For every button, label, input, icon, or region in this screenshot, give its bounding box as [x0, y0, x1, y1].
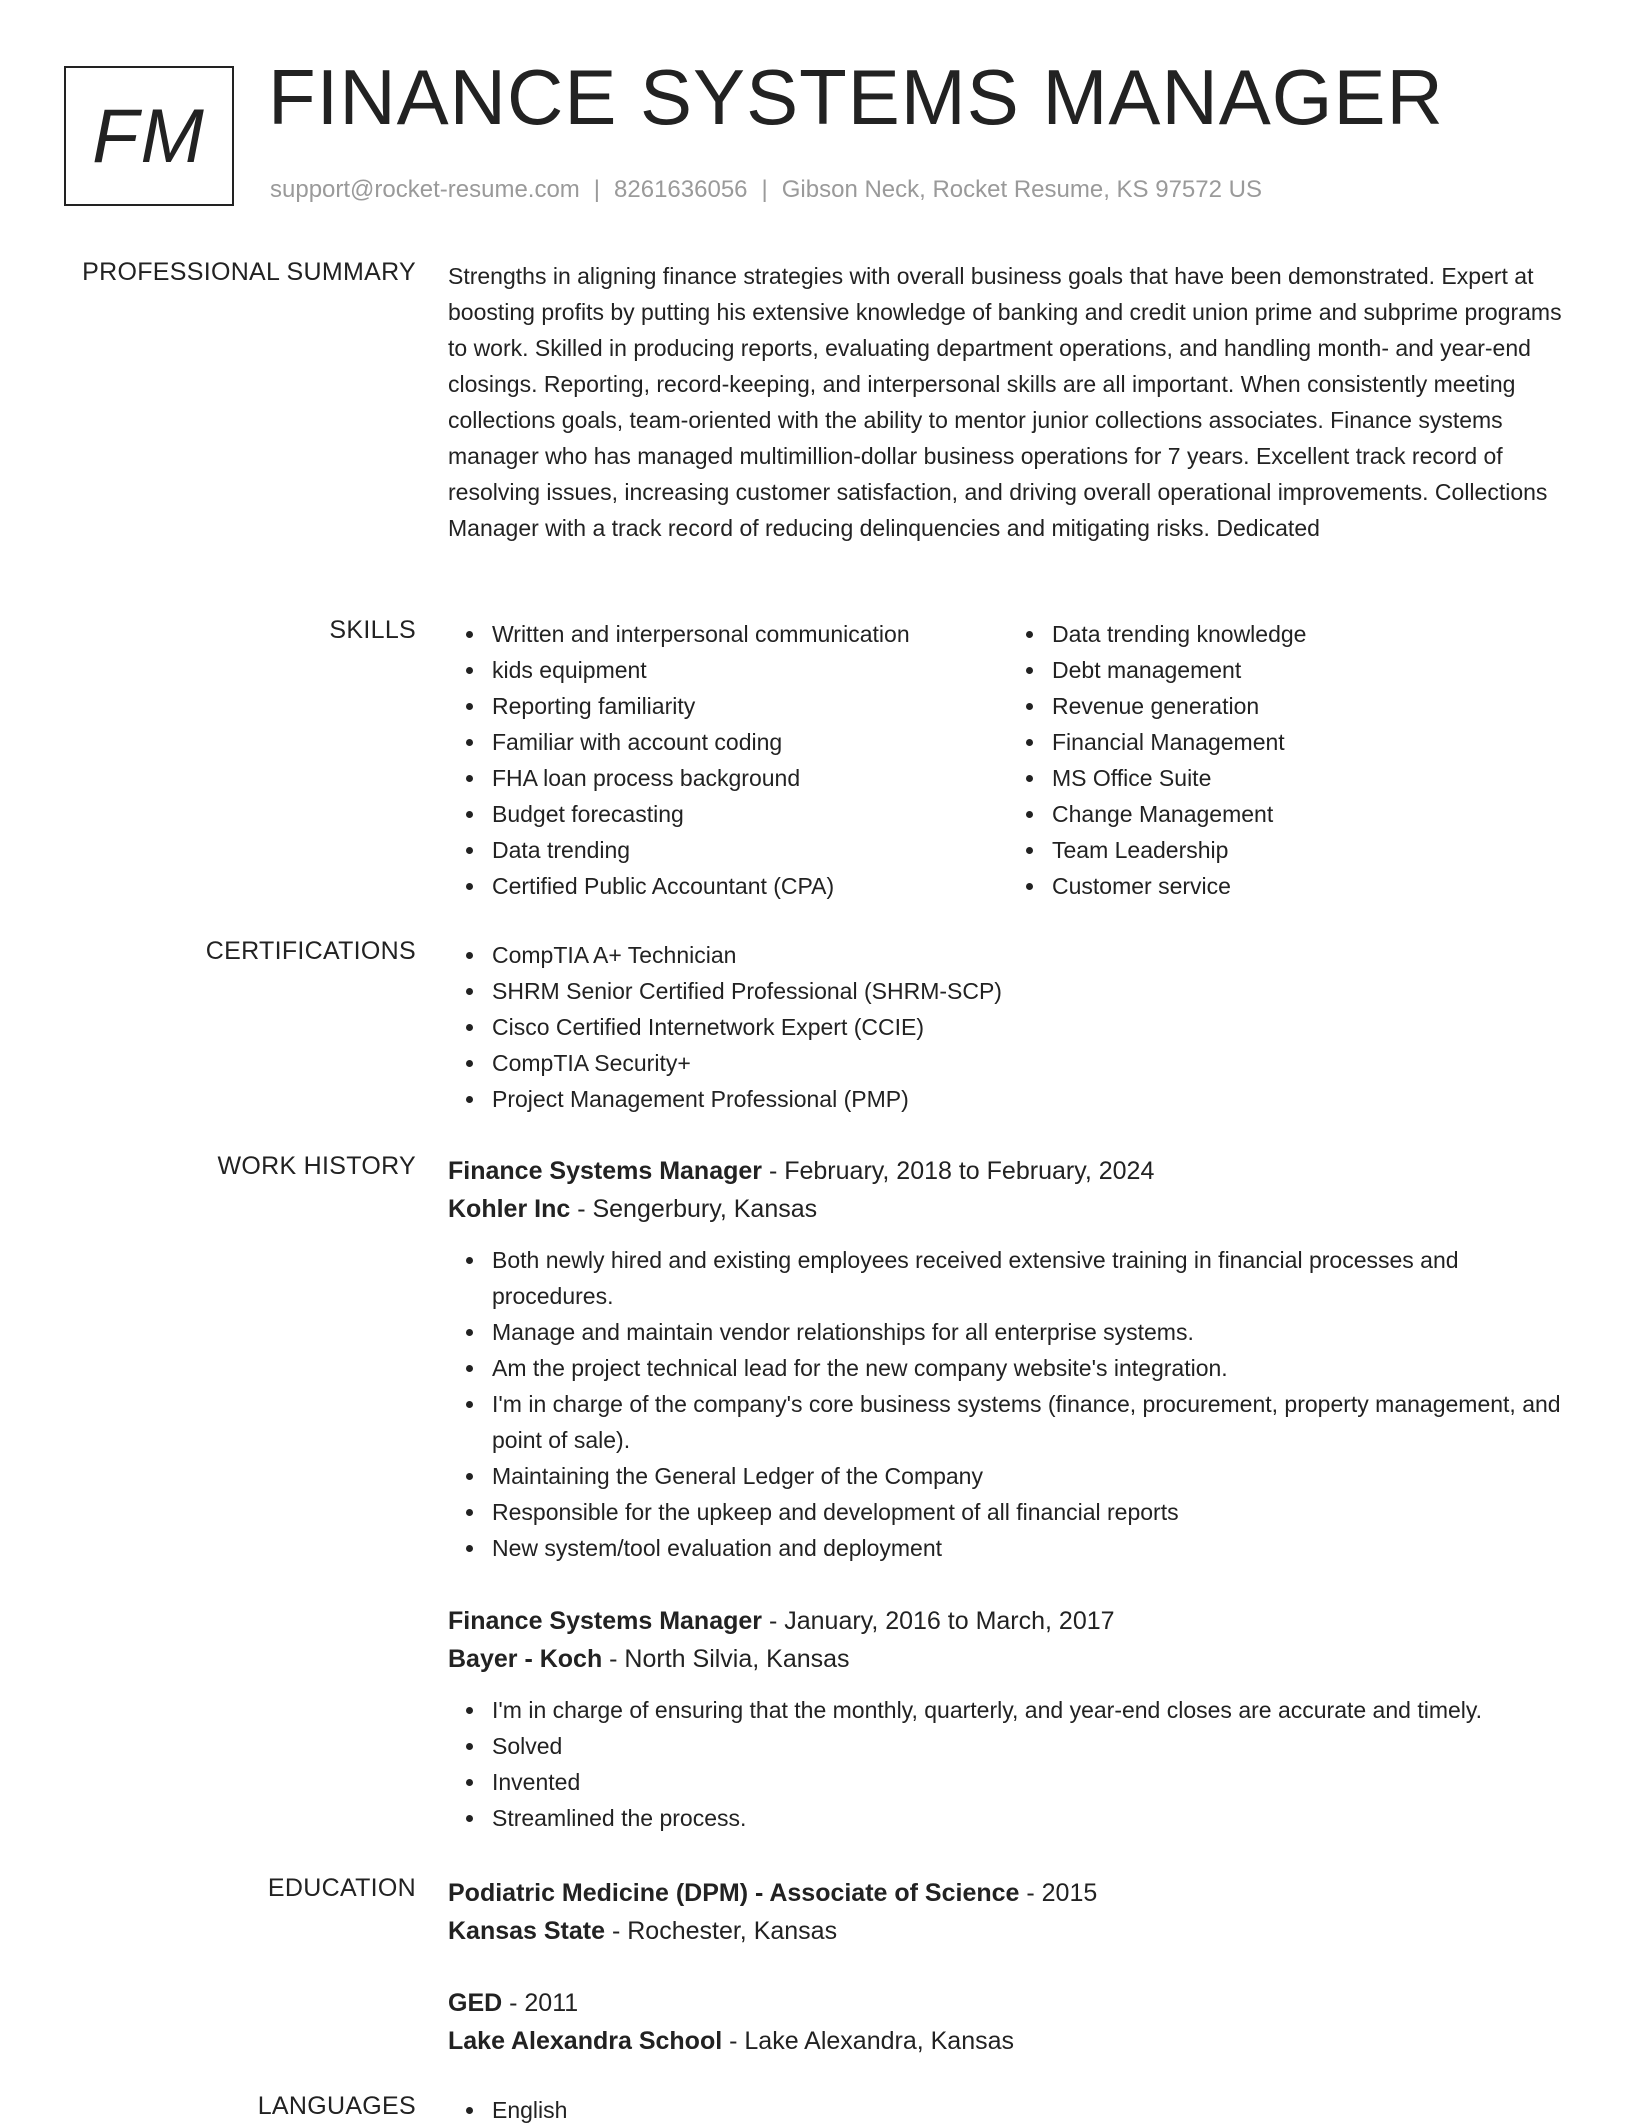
education-location: - Rochester, Kansas — [605, 1917, 838, 1945]
skill-item: Financial Management — [1052, 724, 1568, 760]
section-label-summary: PROFESSIONAL SUMMARY — [82, 258, 416, 286]
education-degree: Podiatric Medicine (DPM) - Associate of Science — [448, 1879, 1020, 1907]
skill-item: Certified Public Accountant (CPA) — [492, 868, 1008, 904]
certifications-list — [448, 937, 1568, 1117]
job-duty: Both newly hired and existing employees received extensive training in financial processes and procedures. — [492, 1242, 1568, 1314]
job-org-line — [448, 1640, 1568, 1678]
education-school: Lake Alexandra School — [448, 2027, 723, 2055]
skill-item: Change Management — [1052, 796, 1568, 832]
skill-item: Debt management — [1052, 652, 1568, 688]
education-degree: GED — [448, 1989, 503, 2017]
education-location: - Lake Alexandra, Kansas — [722, 2027, 1015, 2055]
job-title: Finance Systems Manager — [448, 1157, 763, 1185]
job-duty: Am the project technical lead for the new company website's integration. — [492, 1350, 1568, 1386]
education-school-line — [448, 1912, 1568, 1950]
job-org-line — [448, 1190, 1568, 1228]
job-duties — [448, 1692, 1568, 1836]
education-school: Kansas State — [448, 1917, 606, 1945]
education-entry — [448, 1984, 1568, 2060]
skills-columns — [448, 616, 1568, 904]
certification-item: CompTIA Security+ — [492, 1045, 1568, 1081]
skill-item: FHA loan process background — [492, 760, 1008, 796]
skill-item: Budget forecasting — [492, 796, 1008, 832]
job-duties — [448, 1242, 1568, 1566]
monogram-logo: FM — [64, 66, 234, 206]
section-label-education: EDUCATION — [267, 1874, 416, 1902]
skill-item: Familiar with account coding — [492, 724, 1008, 760]
certification-item: Project Management Professional (PMP) — [492, 1081, 1568, 1117]
certifications-body — [448, 937, 1568, 1117]
job-duty: Responsible for the upkeep and development of all financial reports — [492, 1494, 1568, 1530]
work-body — [448, 1152, 1568, 1872]
education-degree-line — [448, 1984, 1568, 2022]
section-label-languages: LANGUAGES — [257, 2092, 416, 2120]
education-year: - 2011 — [502, 1989, 579, 2017]
skill-item: kids equipment — [492, 652, 1008, 688]
skill-item: Team Leadership — [1052, 832, 1568, 868]
summary-text: Strengths in aligning finance strategies with overall business goals that have been demonstrated. Expert at boosting profits by putting his extensive knowledge of banking and credit union prime and subprime programs to work. Skilled in producing reports, evaluating department operations, and handling month- and year-end closings. Reporting, record-keeping, and interpersonal skills are all important. When consistently meeting collections goals, team-oriented with the ability to mentor junior collections associates. Finance systems manager who has managed multimillion-dollar business operations for 7 years. Excellent track record of resolving issues, increasing customer satisfaction, and driving overall operational improvements. Collections Manager with a track record of reducing delinquencies and mitigating risks. Dedicated — [448, 263, 1562, 541]
job-entry — [448, 1152, 1568, 1566]
skill-item: MS Office Suite — [1052, 760, 1568, 796]
education-body — [448, 1874, 1568, 2094]
skill-item: Data trending — [492, 832, 1008, 868]
certification-item: CompTIA A+ Technician — [492, 937, 1568, 973]
job-company: Bayer - Koch — [448, 1645, 603, 1673]
education-year: - 2015 — [1019, 1879, 1098, 1907]
skills-list-right — [1008, 616, 1568, 904]
languages-list — [448, 2092, 1568, 2128]
skill-item: Customer service — [1052, 868, 1568, 904]
contact-email: support@rocket-resume.com — [270, 176, 580, 203]
skills-list-left — [448, 616, 1008, 904]
skill-item: Data trending knowledge — [1052, 616, 1568, 652]
contact-line — [270, 176, 1262, 204]
languages-body — [448, 2092, 1568, 2128]
certification-item: SHRM Senior Certified Professional (SHRM-SCP) — [492, 973, 1568, 1009]
skill-item: Reporting familiarity — [492, 688, 1008, 724]
section-label-skills: SKILLS — [329, 616, 416, 644]
job-duty: Streamlined the process. — [492, 1800, 1568, 1836]
job-entry — [448, 1602, 1568, 1836]
job-dates: - January, 2016 to March, 2017 — [762, 1607, 1115, 1635]
job-duty: Manage and maintain vendor relationships for all enterprise systems. — [492, 1314, 1568, 1350]
education-degree-line — [448, 1874, 1568, 1912]
job-title-line — [448, 1152, 1568, 1190]
job-duty: I'm in charge of ensuring that the monthly, quarterly, and year-end closes are accurate and timely. — [492, 1692, 1568, 1728]
language-item: English — [492, 2092, 1568, 2128]
section-label-certifications: CERTIFICATIONS — [205, 937, 416, 965]
job-location: - Sengerbury, Kansas — [570, 1195, 818, 1223]
job-duty: New system/tool evaluation and deployment — [492, 1530, 1568, 1566]
job-title: Finance Systems Manager — [448, 1607, 763, 1635]
skill-item: Revenue generation — [1052, 688, 1568, 724]
education-school-line — [448, 2022, 1568, 2060]
job-duty: I'm in charge of the company's core business systems (finance, procurement, property management, and point of sale). — [492, 1386, 1568, 1458]
job-duty: Maintaining the General Ledger of the Company — [492, 1458, 1568, 1494]
contact-phone: 8261636056 — [614, 176, 748, 203]
job-location: - North Silvia, Kansas — [602, 1645, 850, 1673]
job-duty: Solved — [492, 1728, 1568, 1764]
contact-address: Gibson Neck, Rocket Resume, KS 97572 US — [781, 176, 1262, 203]
job-dates: - February, 2018 to February, 2024 — [762, 1157, 1155, 1185]
contact-separator: | — [593, 176, 601, 203]
certification-item: Cisco Certified Internetwork Expert (CCIE) — [492, 1009, 1568, 1045]
page-title: FINANCE SYSTEMS MANAGER — [268, 53, 1444, 141]
job-company: Kohler Inc — [448, 1195, 571, 1223]
skill-item: Written and interpersonal communication — [492, 616, 1008, 652]
contact-separator: | — [761, 176, 768, 203]
job-title-line — [448, 1602, 1568, 1640]
job-duty: Invented — [492, 1764, 1568, 1800]
education-entry — [448, 1874, 1568, 1950]
section-label-work: WORK HISTORY — [217, 1152, 416, 1180]
